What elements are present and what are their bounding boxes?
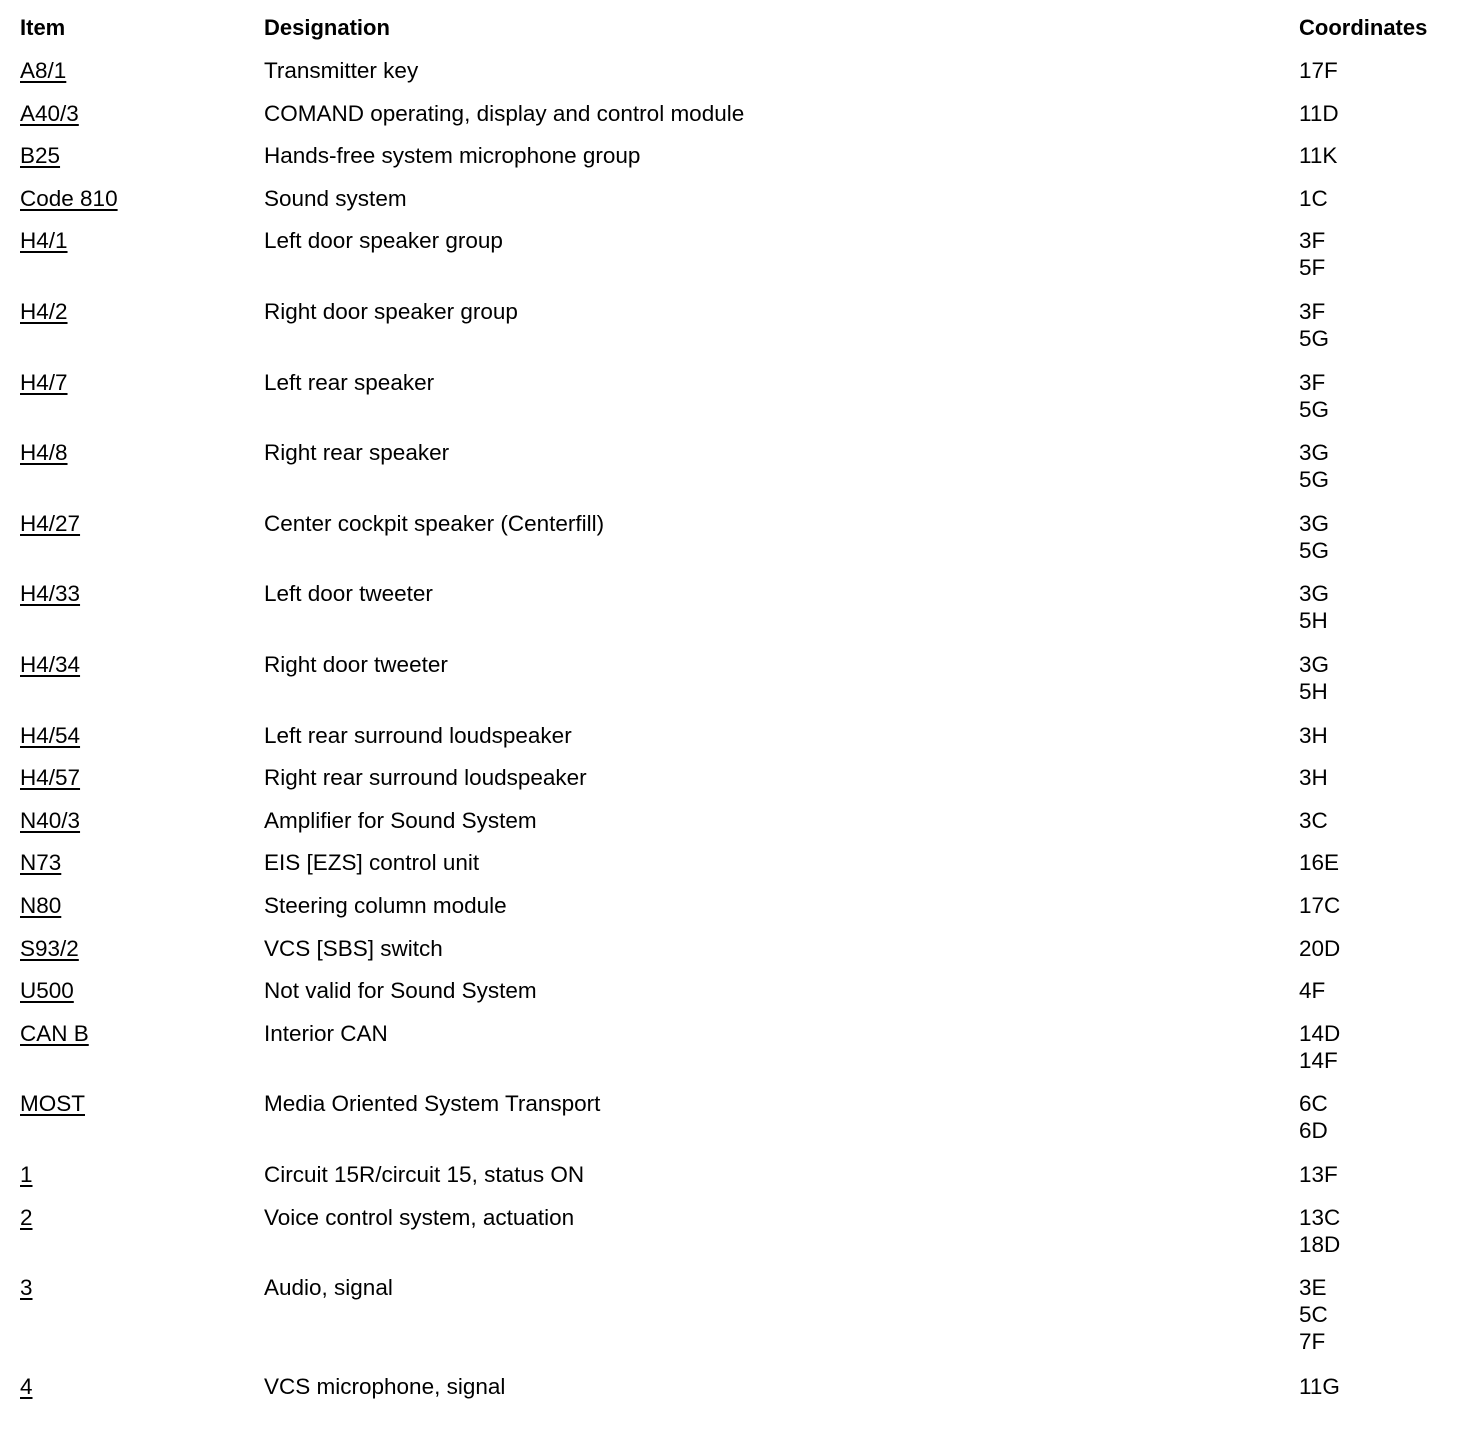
- coordinates-cell: [1299, 935, 1340, 962]
- header-coordinates: Coordinates: [1299, 15, 1428, 40]
- coordinate-value: 17F: [1299, 58, 1338, 83]
- item-cell: [20, 892, 61, 919]
- item-cell: [20, 849, 61, 876]
- item-cell: [20, 57, 66, 84]
- coordinate-value: 5F: [1299, 255, 1326, 281]
- coordinate-value: 6C: [1299, 1091, 1328, 1117]
- coordinate-value: 5G: [1299, 537, 1330, 563]
- coordinate-value: 5G: [1299, 396, 1330, 422]
- item-cell: [20, 1373, 33, 1400]
- coordinates-cell: [1299, 977, 1325, 1004]
- item-link[interactable]: U500: [20, 978, 74, 1004]
- item-cell: [20, 935, 79, 962]
- designation-cell: COMAND operating, display and control module: [264, 100, 745, 126]
- item-cell: [20, 142, 60, 169]
- designation-cell: Right door speaker group: [264, 299, 518, 324]
- item-cell: [20, 764, 80, 791]
- coordinates-cell: [1299, 185, 1328, 212]
- coordinate-value: 13F: [1299, 1162, 1338, 1187]
- coordinate-value: 18D: [1299, 1231, 1341, 1257]
- coordinates-cell: [1299, 580, 1329, 634]
- header-designation: Designation: [264, 15, 390, 40]
- designation-cell: Left door speaker group: [264, 228, 503, 254]
- designation-cell: Left door tweeter: [264, 581, 433, 607]
- item-link[interactable]: H4/57: [20, 765, 81, 791]
- coordinates-cell: [1299, 100, 1339, 127]
- item-cell: [20, 651, 80, 678]
- coordinates-cell: [1299, 849, 1339, 876]
- item-link[interactable]: 1: [20, 1162, 33, 1187]
- coordinate-value: 17C: [1299, 893, 1341, 918]
- coordinate-value: 3G: [1299, 652, 1330, 677]
- coordinates-cell: [1299, 722, 1328, 749]
- item-link[interactable]: B25: [20, 143, 61, 169]
- coordinate-value: 5G: [1299, 326, 1330, 351]
- designation-cell: Right rear speaker: [264, 440, 450, 466]
- designation-cell: Transmitter key: [264, 58, 419, 83]
- coordinates-cell: [1299, 298, 1329, 352]
- coordinates-cell: [1299, 651, 1329, 705]
- item-link[interactable]: CAN B: [20, 1020, 89, 1046]
- designation-cell: Center cockpit speaker (Centerfill): [264, 510, 605, 536]
- coordinates-cell: [1299, 764, 1328, 791]
- coordinates-cell: [1299, 510, 1329, 564]
- item-link[interactable]: A8/1: [20, 58, 67, 83]
- coordinates-cell: [1299, 57, 1338, 84]
- coordinate-value: 3G: [1299, 581, 1330, 607]
- designation-cell: Left rear surround loudspeaker: [264, 722, 572, 748]
- item-cell: [20, 1161, 33, 1188]
- coordinate-value: 5G: [1299, 467, 1330, 493]
- item-cell: [20, 722, 80, 749]
- coordinate-value: 3C: [1299, 807, 1328, 833]
- item-cell: [20, 185, 118, 212]
- item-cell: [20, 369, 68, 396]
- designation-cell: Voice control system, actuation: [264, 1204, 575, 1230]
- coordinates-cell: [1299, 1161, 1338, 1188]
- item-cell: [20, 227, 68, 254]
- coordinates-cell: [1299, 227, 1325, 281]
- item-link[interactable]: 2: [20, 1204, 33, 1230]
- item-link[interactable]: A40/3: [20, 100, 79, 126]
- item-link[interactable]: Code 810: [20, 185, 118, 211]
- item-cell: [20, 298, 68, 325]
- coordinate-value: 3F: [1299, 299, 1326, 324]
- item-cell: [20, 510, 80, 537]
- designation-cell: VCS [SBS] switch: [264, 935, 443, 961]
- designation-cell: Amplifier for Sound System: [264, 807, 537, 833]
- coordinates-cell: [1299, 142, 1337, 169]
- item-link[interactable]: H4/27: [20, 510, 81, 536]
- coordinate-value: 5C: [1299, 1302, 1328, 1328]
- item-link[interactable]: N80: [20, 893, 62, 918]
- coordinate-value: 6D: [1299, 1118, 1328, 1144]
- coordinate-value: 3H: [1299, 722, 1328, 748]
- designation-cell: Interior CAN: [264, 1020, 388, 1046]
- coordinates-cell: [1299, 1373, 1340, 1400]
- header-item: Item: [20, 15, 66, 40]
- designation-cell: Left rear speaker: [264, 369, 435, 395]
- item-cell: [20, 807, 80, 834]
- coordinate-value: 1C: [1299, 185, 1328, 211]
- coordinates-cell: [1299, 892, 1340, 919]
- designation-cell: Not valid for Sound System: [264, 978, 537, 1004]
- designation-cell: Circuit 15R/circuit 15, status ON: [264, 1162, 585, 1187]
- designation-cell: Right rear surround loudspeaker: [264, 765, 587, 791]
- item-link[interactable]: N73: [20, 850, 62, 876]
- item-cell: [20, 977, 74, 1004]
- item-cell: [20, 1274, 33, 1301]
- item-link[interactable]: H4/34: [20, 652, 81, 677]
- designation-cell: Audio, signal: [264, 1275, 393, 1301]
- item-cell: [20, 1090, 85, 1117]
- coordinate-value: 13C: [1299, 1204, 1341, 1230]
- item-cell: [20, 1020, 89, 1047]
- coordinates-cell: [1299, 439, 1329, 493]
- coordinates-cell: [1299, 807, 1328, 834]
- coordinates-cell: [1299, 1204, 1340, 1258]
- designation-cell: Steering column module: [264, 893, 507, 918]
- item-link[interactable]: N40/3: [20, 807, 81, 833]
- designation-cell: Media Oriented System Transport: [264, 1091, 601, 1117]
- designation-cell: EIS [EZS] control unit: [264, 850, 480, 876]
- designation-cell: Right door tweeter: [264, 652, 448, 677]
- coordinate-value: 3F: [1299, 228, 1326, 254]
- item-link[interactable]: 3: [20, 1275, 33, 1301]
- coordinate-value: 4F: [1299, 978, 1326, 1004]
- table-header: [0, 0, 1472, 55]
- coordinate-value: 20D: [1299, 935, 1341, 961]
- item-cell: [20, 100, 79, 127]
- coordinates-cell: [1299, 1090, 1328, 1144]
- coordinate-value: 16E: [1299, 850, 1340, 876]
- item-link[interactable]: H4/8: [20, 440, 68, 466]
- item-link[interactable]: H4/7: [20, 369, 68, 395]
- item-link[interactable]: H4/54: [20, 722, 81, 748]
- designation-cell: VCS microphone, signal: [264, 1373, 506, 1399]
- coordinate-value: 3F: [1299, 369, 1326, 395]
- coordinate-value: 5H: [1299, 608, 1328, 634]
- item-link[interactable]: H4/1: [20, 228, 68, 254]
- item-cell: [20, 1204, 33, 1231]
- coordinate-value: 11D: [1299, 100, 1339, 126]
- item-cell: [20, 580, 80, 607]
- coordinate-value: 3G: [1299, 440, 1330, 466]
- coordinate-value: 14F: [1299, 1047, 1338, 1073]
- coordinate-value: 3E: [1299, 1275, 1327, 1301]
- item-link[interactable]: H4/2: [20, 299, 68, 324]
- item-cell: [20, 439, 68, 466]
- item-link[interactable]: 4: [20, 1373, 33, 1399]
- item-link[interactable]: H4/33: [20, 581, 81, 607]
- designation-cell: Sound system: [264, 185, 407, 211]
- coordinate-value: 14D: [1299, 1020, 1341, 1046]
- coordinates-cell: [1299, 1020, 1340, 1074]
- designation-cell: Hands-free system microphone group: [264, 143, 641, 169]
- coordinate-value: 7F: [1299, 1329, 1326, 1355]
- coordinate-value: 3G: [1299, 510, 1330, 536]
- coordinates-cell: [1299, 1274, 1328, 1355]
- item-link[interactable]: S93/2: [20, 935, 79, 961]
- coordinates-cell: [1299, 369, 1329, 423]
- coordinate-value: 3H: [1299, 765, 1328, 791]
- coordinate-value: 11K: [1299, 143, 1338, 169]
- coordinate-value: 5H: [1299, 679, 1328, 704]
- item-link[interactable]: MOST: [20, 1091, 85, 1117]
- coordinate-value: 11G: [1299, 1373, 1340, 1399]
